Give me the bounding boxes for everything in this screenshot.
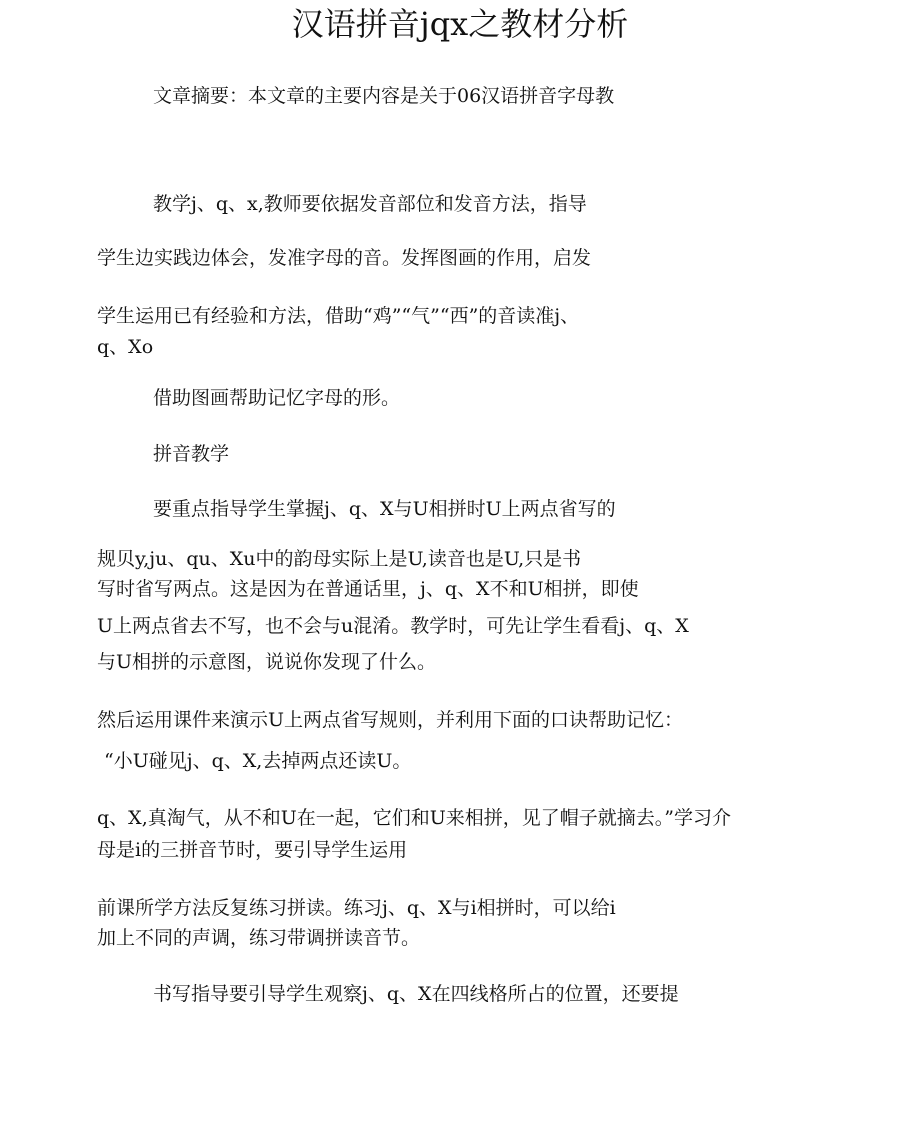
paragraph-line: 与U相拼的示意图，说说你发现了什么。 [97, 651, 437, 673]
paragraph-line: 母是i的三拼音节时，要引导学生运用 [97, 839, 408, 861]
paragraph-line: 规贝y,ju、qu、Xu中的韵母实际上是U,读音也是U,只是书 [97, 548, 582, 570]
paragraph-line: 前课所学方法反复练习拼读。练习j、q、X与i相拼时，可以给i [97, 897, 616, 919]
paragraph-line: 要重点指导学生掌握j、q、X与U相拼时U上两点省写的 [153, 498, 616, 520]
rhyme-line: “小U碰见j、q、X,去掉两点还读U。 [104, 750, 412, 772]
paragraph-line: 加上不同的声调，练习带调拼读音节。 [97, 927, 421, 949]
paragraph-line: 然后运用课件来演示U上两点省写规则，并利用下面的口诀帮助记忆： [97, 709, 684, 731]
document-title: 汉语拼音jqx之教材分析 [291, 5, 629, 43]
paragraph-line: 借助图画帮助记忆字母的形。 [153, 387, 401, 409]
paragraph-line: 学生运用已有经验和方法，借助“鸡”“气”“西”的音读准j、 [97, 305, 580, 327]
section-heading: 拼音教学 [153, 443, 230, 465]
paragraph-line: 教学j、q、x,教师要依据发音部位和发音方法，指导 [153, 193, 587, 215]
paragraph-line: 写时省写两点。这是因为在普通话里，j、q、X不和U相拼，即使 [97, 578, 639, 600]
rhyme-line: q、X,真淘气，从不和U在一起，它们和U来相拼，见了帽子就摘去。”学习介 [97, 807, 731, 829]
paragraph-line: q、Xo [97, 336, 154, 358]
abstract-line: 文章摘要：本文章的主要内容是关于06汉语拼音字母教 [153, 85, 615, 107]
paragraph-line: 书写指导要引导学生观察j、q、X在四线格所占的位置，还要提 [153, 983, 679, 1005]
paragraph-line: 学生边实践边体会，发准字母的音。发挥图画的作用，启发 [97, 247, 592, 269]
paragraph-line: U上两点省去不写，也不会与u混淆。教学时，可先让学生看看j、q、X [97, 615, 689, 637]
